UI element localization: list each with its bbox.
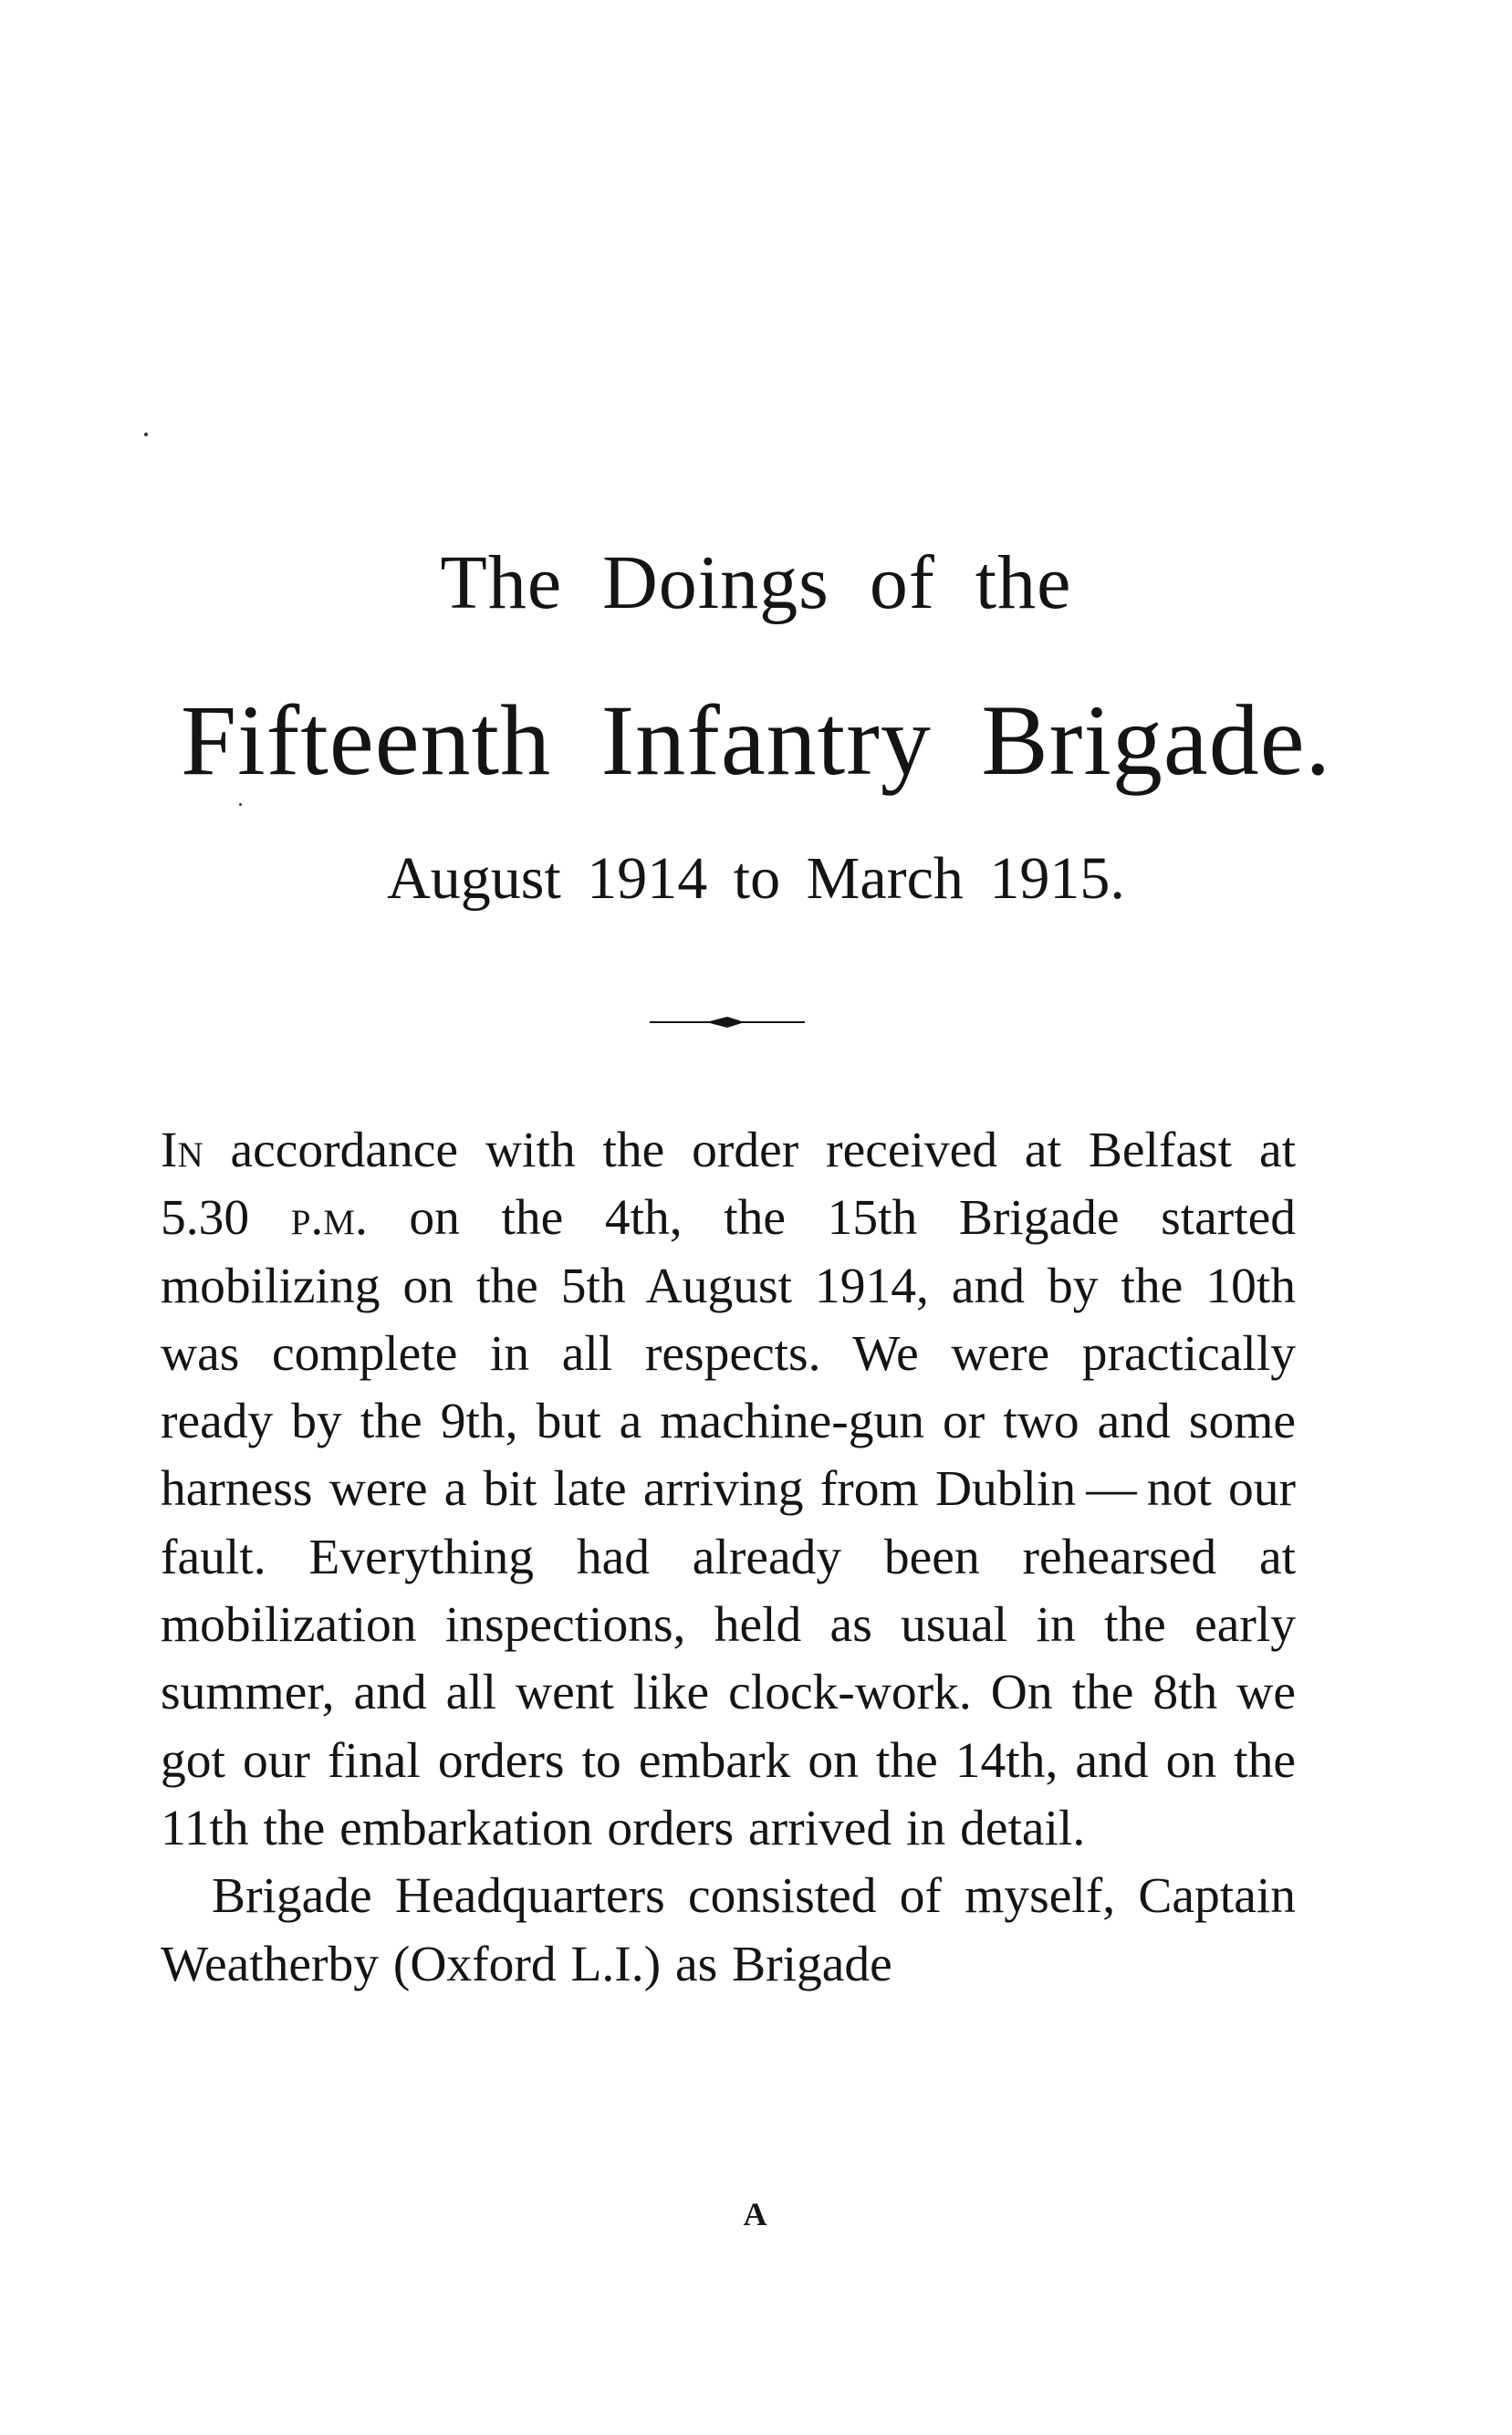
drop-cap-word: In [161,1123,203,1178]
title-line-1: The Doings of the [440,540,1072,625]
paragraph-1-text-a: accordance with the order received at Belfast at 5.30 [161,1123,1296,1247]
paragraph-1-text-b: on the 4th, the 15th Brigade started mobilizing on the 5th August 1914, and by the 10th was complete in all respects. We were practically ready by the 9th, but a machine-gun or two and some harness were a bit late arriving from Dublin — not our fault. Everything had already been rehearsed at mobilization inspections, held as usual in the early summer, and all went like clock-work. On the 8th we got our final orders to embark on the 14th, and on the 11th the embarkation orders arrived in detail. [161,1190,1297,1856]
ornament-rule [650,1013,805,1031]
title-line-2: Fifteenth Infantry Brigade. [180,685,1332,796]
print-speck [239,803,242,806]
main-text [161,1117,1296,1999]
time-abbrev: p.m. [290,1190,368,1247]
date-range: August 1914 to March 1915. [387,845,1125,912]
paragraph-1 [161,1117,1296,1863]
signature-mark: A [743,2196,769,2232]
print-speck [144,433,148,436]
paragraph-2: Brigade Headquarters consisted of myself, Captain Weatherby (Oxford L.I.) as Brigade [161,1868,1296,1992]
